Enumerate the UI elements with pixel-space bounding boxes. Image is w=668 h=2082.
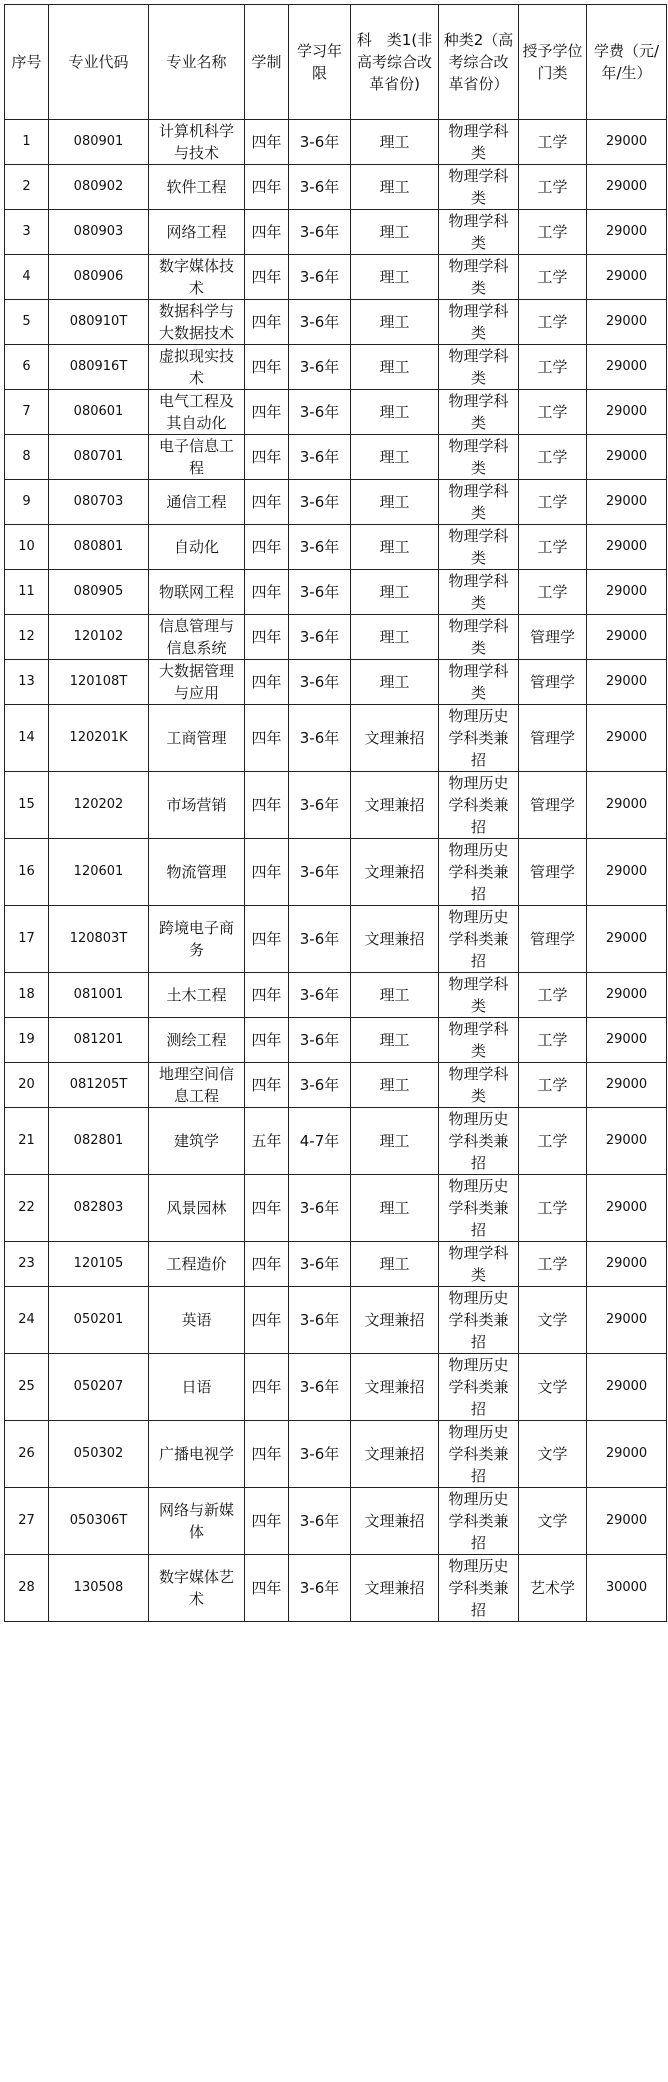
cell-study-years: 3-6年 <box>289 1421 351 1488</box>
cell-name: 电子信息工程 <box>149 435 245 480</box>
cell-category1: 理工 <box>351 435 439 480</box>
cell-code: 050201 <box>49 1287 149 1354</box>
table-row <box>5 1354 667 1421</box>
cell-tuition: 29000 <box>587 210 667 255</box>
cell-category1: 理工 <box>351 300 439 345</box>
cell-category1: 文理兼招 <box>351 705 439 772</box>
cell-degree: 工学 <box>519 1175 587 1242</box>
cell-system: 四年 <box>245 660 289 705</box>
cell-tuition: 29000 <box>587 255 667 300</box>
cell-name: 跨境电子商务 <box>149 906 245 973</box>
table-row <box>5 300 667 345</box>
table-row <box>5 839 667 906</box>
cell-degree: 工学 <box>519 210 587 255</box>
cell-study-years: 3-6年 <box>289 525 351 570</box>
cell-name: 测绘工程 <box>149 1018 245 1063</box>
cell-system: 四年 <box>245 772 289 839</box>
cell-index: 27 <box>5 1488 49 1555</box>
cell-index: 6 <box>5 345 49 390</box>
table-row <box>5 480 667 525</box>
cell-category2: 物理历史学科类兼招 <box>439 1421 519 1488</box>
cell-category2: 物理学科类 <box>439 300 519 345</box>
cell-name: 自动化 <box>149 525 245 570</box>
cell-degree: 工学 <box>519 1108 587 1175</box>
cell-tuition: 29000 <box>587 165 667 210</box>
header-category1: 科 类1(非高考综合改革省份) <box>351 5 439 120</box>
table-row <box>5 435 667 480</box>
cell-tuition: 29000 <box>587 300 667 345</box>
cell-category2: 物理学科类 <box>439 210 519 255</box>
cell-category1: 理工 <box>351 1242 439 1287</box>
table-body <box>5 120 667 1622</box>
cell-study-years: 3-6年 <box>289 660 351 705</box>
cell-category1: 理工 <box>351 525 439 570</box>
cell-study-years: 3-6年 <box>289 480 351 525</box>
cell-code: 120803T <box>49 906 149 973</box>
cell-system: 四年 <box>245 165 289 210</box>
cell-code: 080906 <box>49 255 149 300</box>
table-row <box>5 615 667 660</box>
cell-degree: 工学 <box>519 973 587 1018</box>
cell-code: 120202 <box>49 772 149 839</box>
cell-code: 120201K <box>49 705 149 772</box>
cell-name: 广播电视学 <box>149 1421 245 1488</box>
cell-name: 数字媒体技术 <box>149 255 245 300</box>
cell-index: 22 <box>5 1175 49 1242</box>
table-row <box>5 1421 667 1488</box>
cell-code: 050207 <box>49 1354 149 1421</box>
cell-name: 风景园林 <box>149 1175 245 1242</box>
cell-code: 120105 <box>49 1242 149 1287</box>
cell-category1: 理工 <box>351 570 439 615</box>
cell-index: 26 <box>5 1421 49 1488</box>
cell-index: 17 <box>5 906 49 973</box>
cell-study-years: 3-6年 <box>289 705 351 772</box>
cell-index: 1 <box>5 120 49 165</box>
cell-index: 3 <box>5 210 49 255</box>
cell-tuition: 29000 <box>587 435 667 480</box>
cell-tuition: 29000 <box>587 1242 667 1287</box>
cell-category2: 物理学科类 <box>439 435 519 480</box>
cell-tuition: 29000 <box>587 1354 667 1421</box>
cell-tuition: 30000 <box>587 1555 667 1622</box>
cell-index: 9 <box>5 480 49 525</box>
cell-system: 四年 <box>245 1555 289 1622</box>
cell-tuition: 29000 <box>587 390 667 435</box>
cell-index: 13 <box>5 660 49 705</box>
cell-system: 四年 <box>245 1018 289 1063</box>
cell-study-years: 4-7年 <box>289 1108 351 1175</box>
cell-tuition: 29000 <box>587 705 667 772</box>
cell-category2: 物理学科类 <box>439 165 519 210</box>
cell-system: 四年 <box>245 435 289 480</box>
cell-name: 日语 <box>149 1354 245 1421</box>
cell-category1: 文理兼招 <box>351 1488 439 1555</box>
table-row <box>5 705 667 772</box>
cell-category1: 理工 <box>351 210 439 255</box>
cell-code: 081001 <box>49 973 149 1018</box>
cell-study-years: 3-6年 <box>289 1175 351 1242</box>
cell-index: 28 <box>5 1555 49 1622</box>
cell-category1: 理工 <box>351 973 439 1018</box>
table-row <box>5 1018 667 1063</box>
cell-name: 数字媒体艺术 <box>149 1555 245 1622</box>
cell-category2: 物理历史学科类兼招 <box>439 839 519 906</box>
cell-study-years: 3-6年 <box>289 1018 351 1063</box>
cell-degree: 工学 <box>519 480 587 525</box>
table-row <box>5 660 667 705</box>
cell-index: 18 <box>5 973 49 1018</box>
cell-category2: 物理历史学科类兼招 <box>439 1488 519 1555</box>
cell-system: 四年 <box>245 906 289 973</box>
cell-system: 四年 <box>245 1063 289 1108</box>
cell-study-years: 3-6年 <box>289 973 351 1018</box>
cell-tuition: 29000 <box>587 906 667 973</box>
cell-category1: 理工 <box>351 390 439 435</box>
cell-category1: 理工 <box>351 480 439 525</box>
cell-study-years: 3-6年 <box>289 255 351 300</box>
cell-study-years: 3-6年 <box>289 120 351 165</box>
cell-name: 土木工程 <box>149 973 245 1018</box>
cell-system: 四年 <box>245 480 289 525</box>
table-row <box>5 120 667 165</box>
table-row <box>5 390 667 435</box>
table-row <box>5 570 667 615</box>
table-row <box>5 255 667 300</box>
cell-system: 四年 <box>245 345 289 390</box>
cell-tuition: 29000 <box>587 973 667 1018</box>
cell-tuition: 29000 <box>587 1018 667 1063</box>
cell-system: 四年 <box>245 1354 289 1421</box>
cell-category2: 物理学科类 <box>439 570 519 615</box>
cell-category1: 文理兼招 <box>351 772 439 839</box>
cell-code: 050306T <box>49 1488 149 1555</box>
cell-name: 电气工程及其自动化 <box>149 390 245 435</box>
cell-degree: 工学 <box>519 120 587 165</box>
table-row <box>5 1287 667 1354</box>
cell-code: 120601 <box>49 839 149 906</box>
cell-index: 21 <box>5 1108 49 1175</box>
cell-study-years: 3-6年 <box>289 1555 351 1622</box>
cell-system: 四年 <box>245 390 289 435</box>
cell-category2: 物理学科类 <box>439 525 519 570</box>
cell-tuition: 29000 <box>587 1108 667 1175</box>
cell-code: 080701 <box>49 435 149 480</box>
cell-code: 081201 <box>49 1018 149 1063</box>
cell-degree: 管理学 <box>519 772 587 839</box>
cell-name: 工程造价 <box>149 1242 245 1287</box>
cell-category2: 物理学科类 <box>439 345 519 390</box>
cell-degree: 工学 <box>519 1063 587 1108</box>
cell-category1: 理工 <box>351 1063 439 1108</box>
table-row <box>5 906 667 973</box>
cell-degree: 文学 <box>519 1488 587 1555</box>
cell-system: 四年 <box>245 1242 289 1287</box>
table-row <box>5 1488 667 1555</box>
cell-tuition: 29000 <box>587 525 667 570</box>
cell-system: 四年 <box>245 255 289 300</box>
cell-degree: 管理学 <box>519 615 587 660</box>
cell-code: 120108T <box>49 660 149 705</box>
cell-degree: 文学 <box>519 1287 587 1354</box>
cell-tuition: 29000 <box>587 570 667 615</box>
cell-code: 082801 <box>49 1108 149 1175</box>
cell-category1: 理工 <box>351 1175 439 1242</box>
header-index: 序号 <box>5 5 49 120</box>
cell-study-years: 3-6年 <box>289 839 351 906</box>
cell-degree: 工学 <box>519 525 587 570</box>
cell-study-years: 3-6年 <box>289 1287 351 1354</box>
cell-degree: 管理学 <box>519 660 587 705</box>
cell-study-years: 3-6年 <box>289 1242 351 1287</box>
header-name: 专业名称 <box>149 5 245 120</box>
cell-category1: 文理兼招 <box>351 1354 439 1421</box>
table-row <box>5 973 667 1018</box>
header-degree: 授予学位门类 <box>519 5 587 120</box>
cell-tuition: 29000 <box>587 660 667 705</box>
cell-category2: 物理学科类 <box>439 973 519 1018</box>
cell-degree: 工学 <box>519 435 587 480</box>
header-study-years: 学习年限 <box>289 5 351 120</box>
cell-name: 通信工程 <box>149 480 245 525</box>
header-system: 学制 <box>245 5 289 120</box>
cell-study-years: 3-6年 <box>289 1354 351 1421</box>
cell-system: 五年 <box>245 1108 289 1175</box>
cell-code: 120102 <box>49 615 149 660</box>
table-row <box>5 1242 667 1287</box>
table-row <box>5 525 667 570</box>
cell-system: 四年 <box>245 1421 289 1488</box>
cell-tuition: 29000 <box>587 839 667 906</box>
cell-degree: 文学 <box>519 1421 587 1488</box>
table-row <box>5 1108 667 1175</box>
cell-code: 050302 <box>49 1421 149 1488</box>
cell-study-years: 3-6年 <box>289 1063 351 1108</box>
cell-index: 10 <box>5 525 49 570</box>
cell-degree: 工学 <box>519 345 587 390</box>
cell-index: 25 <box>5 1354 49 1421</box>
cell-tuition: 29000 <box>587 480 667 525</box>
cell-study-years: 3-6年 <box>289 300 351 345</box>
cell-index: 15 <box>5 772 49 839</box>
cell-study-years: 3-6年 <box>289 906 351 973</box>
cell-index: 12 <box>5 615 49 660</box>
cell-code: 080903 <box>49 210 149 255</box>
cell-category1: 理工 <box>351 120 439 165</box>
cell-category2: 物理学科类 <box>439 660 519 705</box>
cell-category2: 物理历史学科类兼招 <box>439 1354 519 1421</box>
cell-code: 080905 <box>49 570 149 615</box>
cell-name: 建筑学 <box>149 1108 245 1175</box>
cell-name: 大数据管理与应用 <box>149 660 245 705</box>
cell-name: 网络工程 <box>149 210 245 255</box>
cell-category1: 文理兼招 <box>351 1287 439 1354</box>
cell-system: 四年 <box>245 210 289 255</box>
table-row <box>5 1555 667 1622</box>
cell-category2: 物理学科类 <box>439 1063 519 1108</box>
cell-tuition: 29000 <box>587 772 667 839</box>
cell-system: 四年 <box>245 839 289 906</box>
cell-category1: 文理兼招 <box>351 1555 439 1622</box>
cell-index: 20 <box>5 1063 49 1108</box>
cell-category1: 理工 <box>351 1108 439 1175</box>
cell-name: 地理空间信息工程 <box>149 1063 245 1108</box>
cell-index: 24 <box>5 1287 49 1354</box>
cell-name: 网络与新媒体 <box>149 1488 245 1555</box>
cell-system: 四年 <box>245 300 289 345</box>
cell-index: 19 <box>5 1018 49 1063</box>
cell-category2: 物理历史学科类兼招 <box>439 1555 519 1622</box>
cell-index: 5 <box>5 300 49 345</box>
cell-system: 四年 <box>245 1287 289 1354</box>
cell-code: 080601 <box>49 390 149 435</box>
cell-index: 8 <box>5 435 49 480</box>
cell-code: 080902 <box>49 165 149 210</box>
cell-code: 080910T <box>49 300 149 345</box>
cell-code: 082803 <box>49 1175 149 1242</box>
cell-category1: 理工 <box>351 1018 439 1063</box>
cell-name: 信息管理与信息系统 <box>149 615 245 660</box>
cell-index: 11 <box>5 570 49 615</box>
cell-category2: 物理历史学科类兼招 <box>439 772 519 839</box>
header-tuition: 学费（元/年/生） <box>587 5 667 120</box>
cell-system: 四年 <box>245 615 289 660</box>
cell-code: 081205T <box>49 1063 149 1108</box>
table-row <box>5 210 667 255</box>
cell-degree: 工学 <box>519 1018 587 1063</box>
cell-index: 2 <box>5 165 49 210</box>
cell-code: 080801 <box>49 525 149 570</box>
cell-tuition: 29000 <box>587 1175 667 1242</box>
cell-category2: 物理学科类 <box>439 255 519 300</box>
cell-tuition: 29000 <box>587 1287 667 1354</box>
cell-category2: 物理学科类 <box>439 390 519 435</box>
cell-study-years: 3-6年 <box>289 435 351 480</box>
cell-index: 14 <box>5 705 49 772</box>
cell-name: 软件工程 <box>149 165 245 210</box>
cell-name: 物联网工程 <box>149 570 245 615</box>
cell-study-years: 3-6年 <box>289 210 351 255</box>
cell-tuition: 29000 <box>587 1488 667 1555</box>
cell-category2: 物理历史学科类兼招 <box>439 1175 519 1242</box>
cell-category2: 物理学科类 <box>439 1242 519 1287</box>
table-row <box>5 345 667 390</box>
cell-category2: 物理历史学科类兼招 <box>439 1287 519 1354</box>
cell-category2: 物理历史学科类兼招 <box>439 705 519 772</box>
cell-category2: 物理历史学科类兼招 <box>439 906 519 973</box>
cell-study-years: 3-6年 <box>289 345 351 390</box>
cell-degree: 工学 <box>519 165 587 210</box>
cell-category2: 物理历史学科类兼招 <box>439 1108 519 1175</box>
cell-tuition: 29000 <box>587 615 667 660</box>
cell-study-years: 3-6年 <box>289 1488 351 1555</box>
cell-code: 080901 <box>49 120 149 165</box>
cell-category1: 文理兼招 <box>351 839 439 906</box>
cell-category2: 物理学科类 <box>439 615 519 660</box>
cell-category2: 物理学科类 <box>439 1018 519 1063</box>
cell-degree: 工学 <box>519 1242 587 1287</box>
cell-code: 080916T <box>49 345 149 390</box>
cell-category2: 物理学科类 <box>439 480 519 525</box>
cell-degree: 工学 <box>519 255 587 300</box>
cell-degree: 艺术学 <box>519 1555 587 1622</box>
cell-tuition: 29000 <box>587 120 667 165</box>
cell-degree: 管理学 <box>519 705 587 772</box>
cell-system: 四年 <box>245 570 289 615</box>
cell-system: 四年 <box>245 1488 289 1555</box>
cell-study-years: 3-6年 <box>289 772 351 839</box>
cell-degree: 管理学 <box>519 906 587 973</box>
cell-system: 四年 <box>245 1175 289 1242</box>
table-row <box>5 772 667 839</box>
cell-index: 7 <box>5 390 49 435</box>
table-row <box>5 1175 667 1242</box>
cell-name: 英语 <box>149 1287 245 1354</box>
cell-system: 四年 <box>245 120 289 165</box>
majors-table <box>4 4 667 1622</box>
cell-name: 工商管理 <box>149 705 245 772</box>
cell-category1: 理工 <box>351 345 439 390</box>
cell-category1: 理工 <box>351 615 439 660</box>
cell-index: 23 <box>5 1242 49 1287</box>
cell-degree: 工学 <box>519 300 587 345</box>
cell-name: 虚拟现实技术 <box>149 345 245 390</box>
cell-study-years: 3-6年 <box>289 615 351 660</box>
cell-code: 130508 <box>49 1555 149 1622</box>
cell-system: 四年 <box>245 525 289 570</box>
cell-tuition: 29000 <box>587 1421 667 1488</box>
cell-study-years: 3-6年 <box>289 570 351 615</box>
cell-study-years: 3-6年 <box>289 390 351 435</box>
header-row <box>5 5 667 120</box>
cell-name: 计算机科学与技术 <box>149 120 245 165</box>
cell-category1: 理工 <box>351 255 439 300</box>
cell-category1: 文理兼招 <box>351 1421 439 1488</box>
table-row <box>5 1063 667 1108</box>
cell-tuition: 29000 <box>587 1063 667 1108</box>
cell-study-years: 3-6年 <box>289 165 351 210</box>
cell-degree: 工学 <box>519 390 587 435</box>
cell-name: 市场营销 <box>149 772 245 839</box>
cell-system: 四年 <box>245 705 289 772</box>
cell-index: 16 <box>5 839 49 906</box>
cell-system: 四年 <box>245 973 289 1018</box>
table-row <box>5 165 667 210</box>
cell-degree: 管理学 <box>519 839 587 906</box>
header-category2: 种类2（高考综合改革省份） <box>439 5 519 120</box>
cell-name: 物流管理 <box>149 839 245 906</box>
cell-category2: 物理学科类 <box>439 120 519 165</box>
cell-index: 4 <box>5 255 49 300</box>
cell-degree: 工学 <box>519 570 587 615</box>
cell-category1: 理工 <box>351 660 439 705</box>
header-code: 专业代码 <box>49 5 149 120</box>
cell-category1: 理工 <box>351 165 439 210</box>
cell-degree: 文学 <box>519 1354 587 1421</box>
cell-category1: 文理兼招 <box>351 906 439 973</box>
cell-code: 080703 <box>49 480 149 525</box>
cell-tuition: 29000 <box>587 345 667 390</box>
cell-name: 数据科学与大数据技术 <box>149 300 245 345</box>
